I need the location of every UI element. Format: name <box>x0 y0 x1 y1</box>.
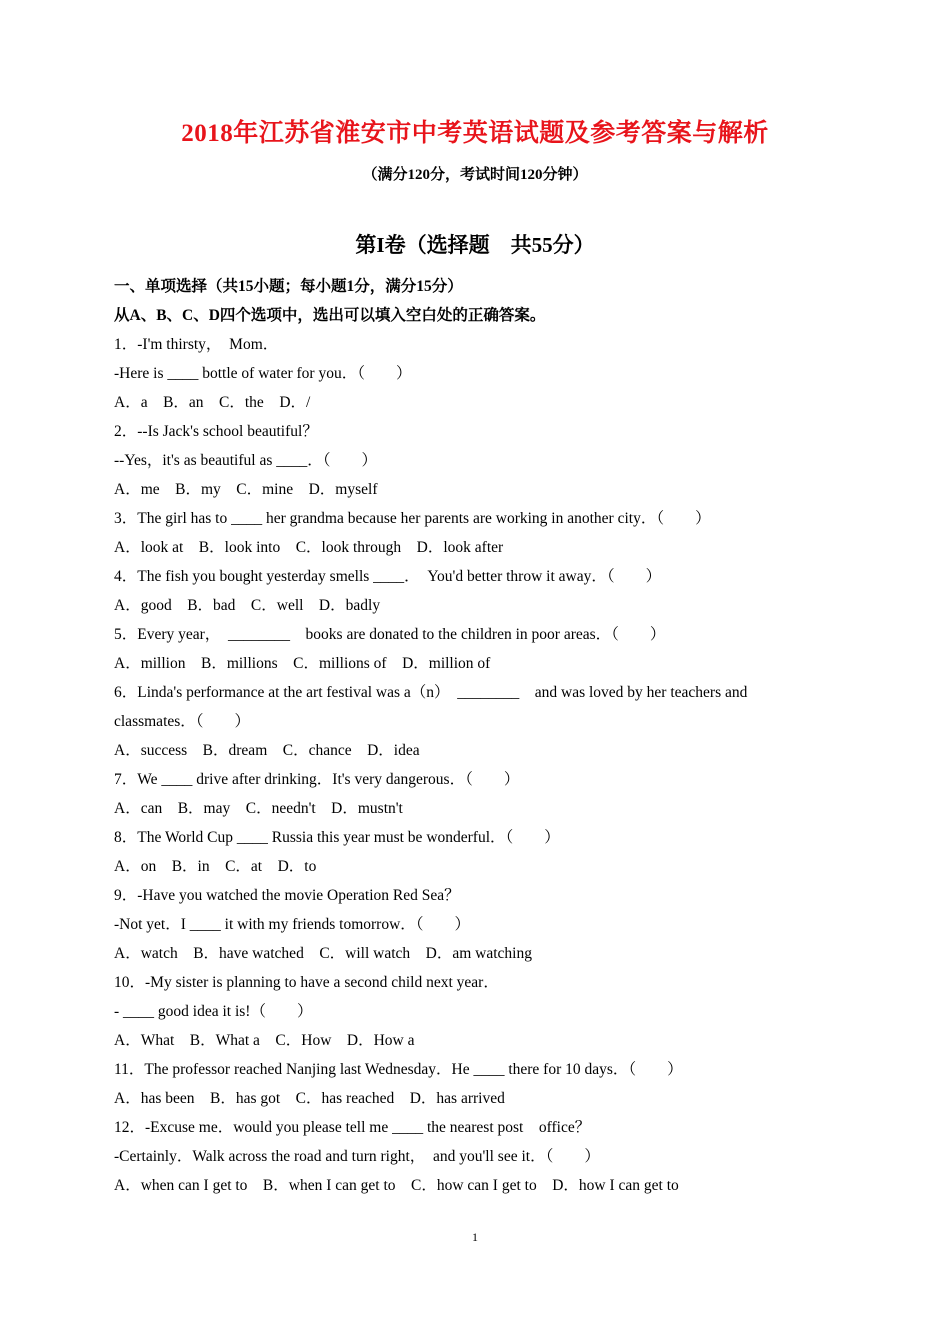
question-line: -Not yet．I ____ it with my friends tomorrow．（ ） <box>114 916 471 933</box>
options-line: A．million B．millions C．millions of D．million of <box>114 655 491 672</box>
options-line: A．good B．bad C．well D．badly <box>114 597 381 614</box>
options-line: A．watch B．have watched C．will watch D．am watching <box>114 945 532 962</box>
question-line: --Yes，it's as beautiful as ____．（ ） <box>114 452 377 469</box>
part-title: 第I卷（选择题 共55分） <box>355 233 595 257</box>
options-line: A．when can I get to B．when I can get to C．how can I get to D．how I can get to <box>114 1177 679 1194</box>
question-line: -Certainly．Walk across the road and turn right， and you'll see it．（ ） <box>114 1148 600 1165</box>
question-line: 8．The World Cup ____ Russia this year must be wonderful．（ ） <box>114 829 560 846</box>
options-line: A．me B．my C．mine D．myself <box>114 481 378 498</box>
options-line: A．on B．in C．at D．to <box>114 858 317 875</box>
question-line: -Here is ____ bottle of water for you．（ ） <box>114 365 412 382</box>
question-line: 6．Linda's performance at the art festival was a（n） ________ and was loved by her teachers and <box>114 684 748 701</box>
options-line: A．What B．What a C．How D．How a <box>114 1032 415 1049</box>
question-line: 2．--Is Jack's school beautiful？ <box>114 423 318 440</box>
question-line: 1．-I'm thirsty， Mom． <box>114 336 279 353</box>
question-line: 5．Every year， ________ books are donated to the children in poor areas．（ ） <box>114 626 666 643</box>
options-line: A．look at B．look into C．look through D．look after <box>114 539 504 556</box>
section-heading: 一、单项选择（共15小题；每小题1分，满分15分） <box>114 278 463 295</box>
options-line: A．success B．dream C．chance D．idea <box>114 742 420 759</box>
question-content <box>114 272 814 1200</box>
exam-info: （满分120分，考试时间120分钟） <box>362 167 588 183</box>
question-line: classmates．（ ） <box>114 713 251 730</box>
question-line: 9．-Have you watched the movie Operation Red Sea？ <box>114 887 460 904</box>
section-instruction: 从A、B、C、D四个选项中，选出可以填入空白处的正确答案。 <box>114 307 546 324</box>
question-line: 12．-Excuse me．would you please tell me ____ the nearest post office？ <box>114 1119 591 1136</box>
options-line: A．a B．an C．the D．/ <box>114 394 311 411</box>
options-line: A．can B．may C．needn't D．mustn't <box>114 800 403 817</box>
question-line: 7．We ____ drive after drinking．It's very dangerous．（ ） <box>114 771 520 788</box>
question-line: 10．-My sister is planning to have a second child next year． <box>114 974 499 991</box>
question-line: 4．The fish you bought yesterday smells ____． You'd better throw it away．（ ） <box>114 568 662 585</box>
document-title: 2018年江苏省淮安市中考英语试题及参考答案与解析 <box>181 120 769 147</box>
question-line: 11．The professor reached Nanjing last Wednesday．He ____ there for 10 days．（ ） <box>114 1061 683 1078</box>
question-line: 3．The girl has to ____ her grandma because her parents are working in another city．（ ） <box>114 510 711 527</box>
options-line: A．has been B．has got C．has reached D．has arrived <box>114 1090 505 1107</box>
page-number: 1 <box>472 1230 478 1244</box>
question-line: - ____ good idea it is!（ ） <box>114 1003 313 1020</box>
